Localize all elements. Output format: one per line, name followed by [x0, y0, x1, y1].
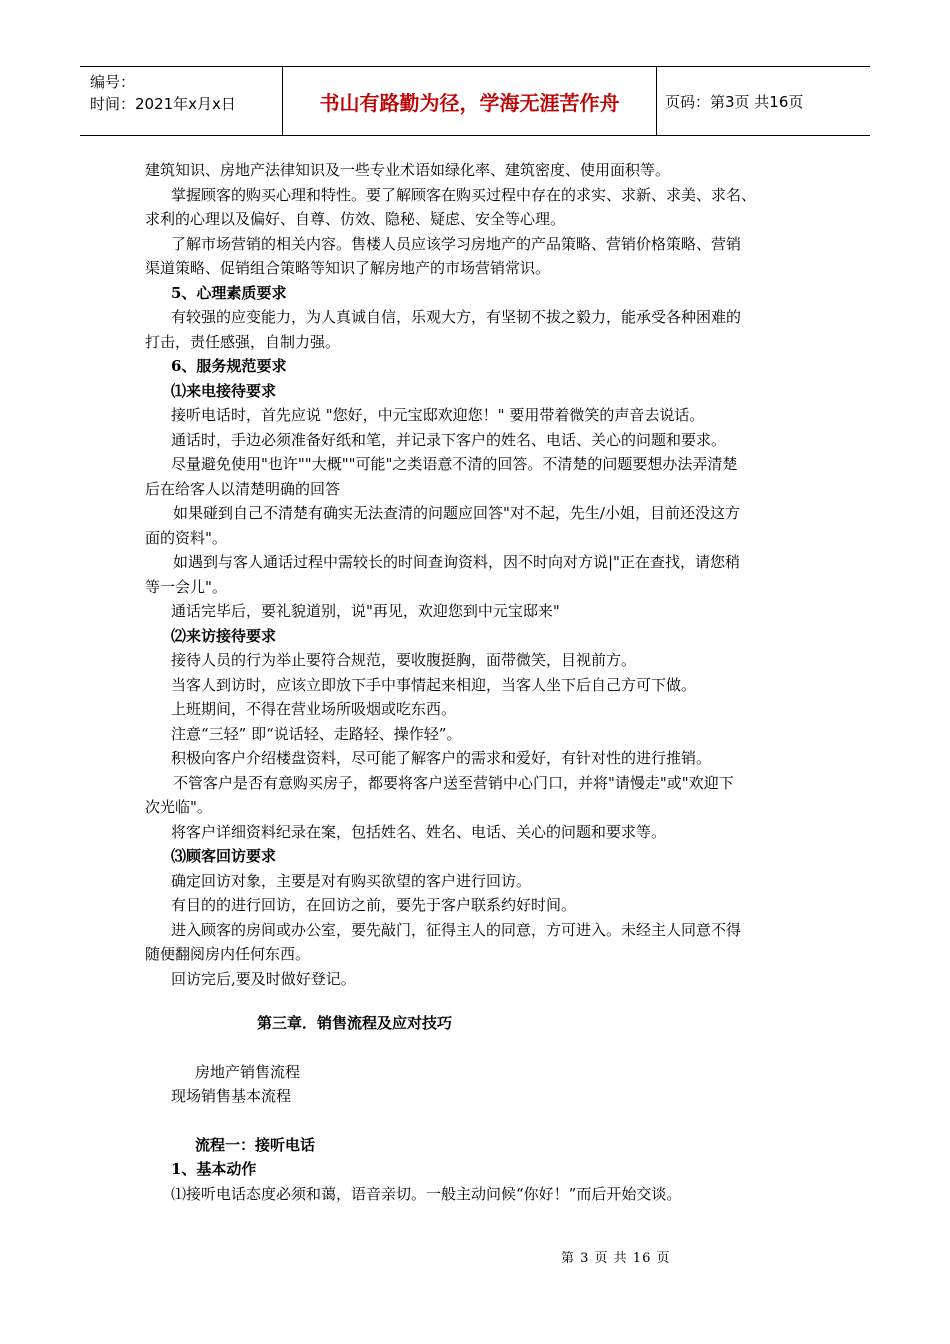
- paragraph-line: 积极向客户介绍楼盘资料，尽可能了解客户的需求和爱好，有针对性的进行推销。: [171, 749, 712, 767]
- paragraph-line: 进入顾客的房间或办公室，要先敲门，征得主人的同意，方可进入。未经主人同意不得: [171, 920, 742, 939]
- paragraph-line: 当客人到访时，应该立即放下手中事情起来相迎，当客人坐下后自己方可下做。: [171, 675, 697, 694]
- paragraph-line: 上班期间，不得在营业场所吸烟或吃东西。: [171, 700, 457, 718]
- paragraph-line: 建筑知识、房地产法律知识及一些专业术语如绿化率、建筑密度、使用面积等。: [145, 161, 671, 179]
- paragraph-line: 次光临"。: [145, 798, 212, 816]
- section-line: 现场销售基本流程: [171, 1087, 292, 1105]
- paragraph-line: 打击，责任感强，自制力强。: [145, 332, 341, 351]
- header-motto: 书山有路勤为径，学海无涯苦作舟: [283, 67, 657, 135]
- subsection-heading: ⑴来电接待要求: [171, 381, 277, 400]
- paragraph-line: 尽量避免使用"也许""大概""可能"之类语意不清的回答。不清楚的问题要想办法弄清楚: [171, 455, 738, 473]
- paragraph-line: 渠道策略、促销组合策略等知识了解房地产的市场营销常识。: [145, 259, 551, 277]
- paragraph-line: 不管客户是否有意购买房子，都要将客户送至营销中心门口，并将"请慢走"或"欢迎下: [173, 773, 734, 792]
- paragraph-line: 随便翻阅房内任何东西。: [145, 945, 311, 963]
- paragraph-line: 有较强的应变能力，为人真诚自信，乐观大方，有坚韧不拔之毅力，能承受各种困难的: [171, 308, 742, 326]
- basic-action-title: 1、基本动作: [171, 1160, 257, 1178]
- paragraph-line: 掌握顾客的购买心理和特性。要了解顾客在购买过程中存在的求实、求新、求美、求名、: [171, 185, 757, 204]
- page-footer: 第 3 页 共 16 页: [561, 1251, 671, 1266]
- paragraph-line: 回访完后,要及时做好登记。: [171, 969, 356, 988]
- paragraph-line: 将客户详细资料纪录在案，包括姓名、姓名、电话、关心的问题和要求等。: [171, 822, 667, 841]
- section-heading: 5、心理素质要求: [171, 283, 287, 302]
- chapter-title: 第三章．销售流程及应对技巧: [257, 1014, 453, 1032]
- subsection-heading: ⑵来访接待要求: [171, 626, 277, 645]
- paragraph-line: 接听电话时，首先应说 "您好，中元宝邸欢迎您！" 要用带着微笑的声音去说话。: [171, 406, 705, 424]
- basic-action-text: ⑴接听电话态度必须和蔼，语音亲切。一般主动问候“你好！”而后开始交谈。: [171, 1184, 682, 1203]
- spacer: [145, 1109, 810, 1133]
- paragraph-line: 有目的的进行回访，在回访之前，要先于客户联系约好时间。: [171, 896, 577, 914]
- paragraph-line: 求利的心理以及偏好、自尊、仿效、隐秘、疑虑、安全等心理。: [145, 210, 566, 228]
- page-header: [80, 66, 870, 136]
- paragraph-line: 等一会儿"。: [145, 577, 227, 596]
- paragraph-line: 确定回访对象，主要是对有购买欲望的客户进行回访。: [171, 871, 532, 890]
- paragraph-line: 了解市场营销的相关内容。售楼人员应该学习房地产的产品策略、营销价格策略、营销: [171, 234, 742, 253]
- paragraph-line: 通话完毕后，要礼貌道别，说"再见，欢迎您到中元宝邸来": [171, 602, 560, 620]
- paragraph-line: 后在给客人以清楚明确的回答: [145, 479, 341, 498]
- paragraph-line: 注意“三轻” 即“说话轻、走路轻、操作轻”。: [171, 724, 462, 743]
- section-heading: 6、服务规范要求: [171, 357, 287, 375]
- flow-title: 流程一：接听电话: [195, 1135, 316, 1154]
- paragraph-line: 通话时，手边必须准备好纸和笔，并记录下客户的姓名、电话、关心的问题和要求。: [171, 430, 727, 449]
- paragraph-line: 如遇到与客人通话过程中需较长的时间查询资料，因不时向对方说|"正在查找，请您稍: [173, 553, 740, 571]
- document-body: [145, 158, 810, 1206]
- header-meta: [80, 67, 283, 135]
- paragraph-line: 面的资料"。: [145, 528, 227, 547]
- section-line: 房地产销售流程: [195, 1062, 301, 1081]
- paragraph-line: 接待人员的行为举止要符合规范，要收腹挺胸，面带微笑，目视前方。: [171, 651, 637, 669]
- time-label: 时间：2021年x月x日: [90, 95, 236, 113]
- paragraph-line: 如果碰到自己不清楚有确实无法查清的问题应回答"对不起，先生/小姐，目前还没这方: [173, 504, 740, 522]
- subsection-heading: ⑶顾客回访要求: [171, 847, 277, 865]
- header-page-label: 页码：第3页 共16页: [665, 92, 804, 111]
- number-label: 编号：: [90, 73, 136, 91]
